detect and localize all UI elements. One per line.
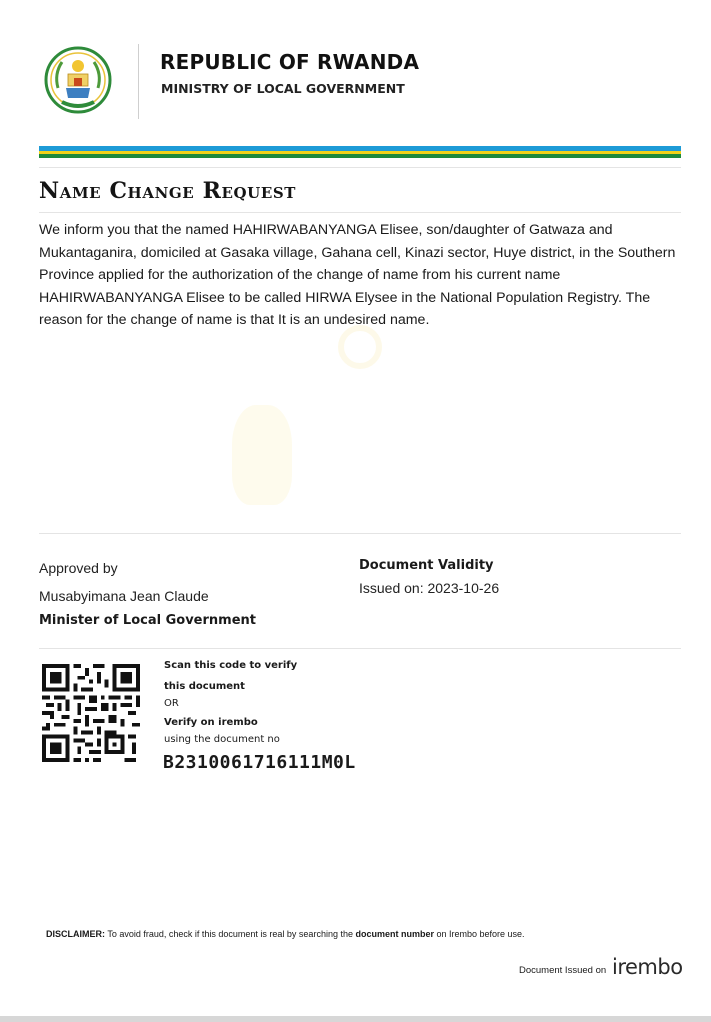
verify-or-text: OR <box>164 698 179 709</box>
disclaimer-text-1: To avoid fraud, check if this document is real by searching the <box>105 929 356 939</box>
qr-code-icon[interactable] <box>42 664 140 762</box>
disclaimer-bold: document number <box>355 929 434 939</box>
issued-by-label: Document Issued on <box>519 965 607 976</box>
title-bottom-rule <box>39 212 681 213</box>
header-title: REPUBLIC OF RWANDA <box>160 50 420 74</box>
watermark-map-icon <box>232 405 292 505</box>
header-subtitle: MINISTRY OF LOCAL GOVERNMENT <box>161 81 405 96</box>
document-title: Name Change Request <box>39 178 297 204</box>
watermark-seal-icon <box>338 325 382 369</box>
disclaimer-label: DISCLAIMER: <box>46 929 105 939</box>
verify-irembo-text: Verify on irembo <box>164 717 258 728</box>
approver-role: Minister of Local Government <box>39 613 256 628</box>
flag-stripe-green <box>39 154 681 158</box>
document-number: B2310061716111M0L <box>163 752 356 773</box>
rwanda-coat-of-arms-icon <box>44 44 112 118</box>
approved-by-label: Approved by <box>39 560 118 576</box>
verify-scan-text-2: this document <box>164 681 245 692</box>
verification-rule <box>39 648 681 649</box>
document-validity-label: Document Validity <box>359 558 494 573</box>
irembo-logo[interactable]: irembo <box>612 955 683 979</box>
bottom-bar <box>0 1016 711 1022</box>
header-divider <box>138 44 139 119</box>
disclaimer-text-2: on Irembo before use. <box>433 929 525 939</box>
document-body: We inform you that the named HAHIRWABANYANGA Elisee, son/daughter of Gatwaza and Mukantaganira, domiciled at Gasaka village, Gahana cell, Kinazi sector, Huye district, in the Southern Province applied for the authorization of the change of name from his current name HAHIRWABANYANGA Elisee to be called HIRWA Elysee in the National Population Registry. The reason for the change of name is that It is an undesired name. <box>39 222 676 328</box>
issued-on-date: Issued on: 2023-10-26 <box>359 580 500 596</box>
section-rule <box>39 533 681 534</box>
title-top-rule <box>39 167 681 168</box>
disclaimer <box>46 929 525 939</box>
approver-name: Musabyimana Jean Claude <box>39 588 209 604</box>
verify-scan-text: Scan this code to verify <box>164 660 298 671</box>
verify-docno-text: using the document no <box>164 734 280 745</box>
